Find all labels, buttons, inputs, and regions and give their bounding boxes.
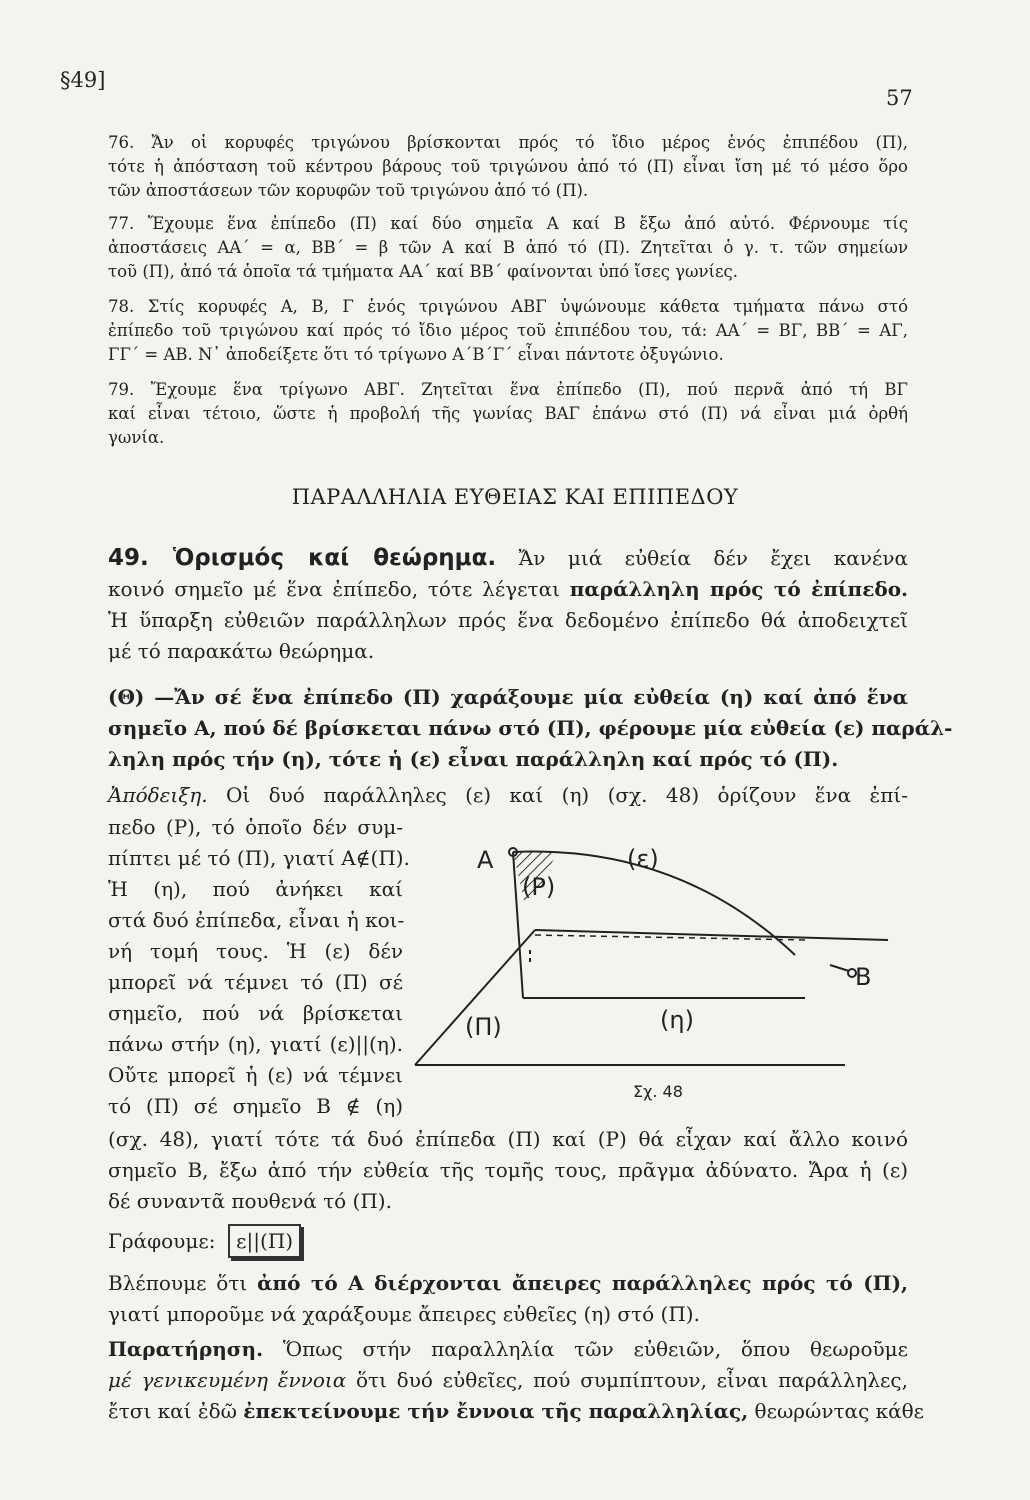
notation-label: Γράφουμε:	[108, 1229, 216, 1253]
definition-line-2	[108, 574, 908, 605]
observation	[108, 1268, 908, 1330]
exercise-line: τότε ἡ ἀπόσταση τοῦ κέντρου βάρους τοῦ τριγώνου ἀπό τό (Π) εἶναι ἴση μέ τό μέσο ὅρο	[108, 157, 908, 176]
exercise-76	[108, 131, 908, 203]
label-b: Β	[855, 963, 872, 991]
definition-text: Ἄν μιά εὐθεία δέν ἔχει κανένα	[518, 546, 909, 570]
label-a: Α	[477, 846, 494, 874]
proof-narrow-column	[108, 812, 410, 1122]
exercise-line: 78. Στίς κορυφές Α, Β, Γ ἑνός τριγώνου ΑΒΓ ὑψώνουμε κάθετα τμήματα πάνω στό	[108, 297, 908, 316]
remark-line	[108, 1334, 908, 1365]
theorem-line: σημεῖο Α, πού δέ βρίσκεται πάνω στό (Π), φέρουμε μία εὐθεία (ε) παράλ-	[108, 716, 953, 740]
proof-line: δέ συναντᾶ πουθενά τό (Π).	[108, 1189, 392, 1213]
remark-text: θεωρώντας κάθε	[748, 1399, 925, 1423]
exercise-line: ΓΓ΄ = ΑΒ. Ν᾽ ἀποδείξετε ὅτι τό τρίγωνο Α΄Β΄Γ΄ εἶναι πάντοτε ὀξυγώνιο.	[108, 345, 724, 364]
proof-continuation	[108, 1124, 908, 1217]
figure-caption: Σχ. 48	[633, 1082, 683, 1101]
observation-line: γιατί μποροῦμε νά χαράξουμε ἄπειρες εὐθεῖες (η) στό (Π).	[108, 1302, 700, 1326]
remark	[108, 1334, 925, 1427]
proof-line: (σχ. 48), γιατί τότε τά δυό ἐπίπεδα (Π) καί (Ρ) θά εἶχαν καί ἄλλο κοινό	[108, 1127, 908, 1151]
exercise-79	[108, 378, 908, 450]
exercise-line: ἐπίπεδο τοῦ τριγώνου καί πρός τό ἴδιο μέρος τοῦ ἐπιπέδου του, τά: ΑΑ΄ = ΒΓ, ΒΒ΄ = ΑΓ,	[108, 321, 908, 340]
proof-line: σημεῖο Β, ἔξω ἀπό τήν εὐθεία τῆς τομῆς τους, πρᾶγμα ἀδύνατο. Ἄρα ἡ (ε)	[108, 1158, 908, 1182]
proof-line: τό (Π) σέ σημεῖο Β ∉ (η)	[108, 1094, 403, 1118]
proof-line: νή τομή τους. Ἡ (ε) δέν	[108, 939, 403, 963]
observation-line	[108, 1268, 908, 1299]
definition-paragraph	[108, 543, 908, 667]
proof-line: Οὔτε μπορεῖ ἡ (ε) νά τέμνει	[108, 1063, 403, 1087]
label-pi: (Π)	[465, 1013, 502, 1041]
exercise-line: 76. Ἄν οἱ κορυφές τριγώνου βρίσκονται πρός τό ἴδιο μέρος ἑνός ἐπιπέδου (Π),	[108, 133, 908, 152]
page-number: 57	[886, 86, 913, 110]
observation-bold: ἀπό τό Α διέρχονται ἄπειρες παράλληλες πρός τό (Π),	[257, 1271, 908, 1295]
notation-line	[108, 1224, 908, 1258]
figure-48	[405, 830, 905, 1110]
exercise-77	[108, 212, 908, 284]
definition-line-3: Ἡ ὕπαρξη εὐθειῶν παράλληλων πρός ἕνα δεδομένο ἐπίπεδο θά ἀποδειχτεῖ	[108, 608, 908, 632]
remark-bold: ἐπεκτείνουμε τήν ἔννοια τῆς παραλληλίας,	[243, 1399, 749, 1423]
definition-line-1	[108, 543, 908, 574]
proof-line: στά δυό ἐπίπεδα, εἶναι ἡ κοι-	[108, 908, 405, 932]
proof-line: σημεῖο, πού νά βρίσκεται	[108, 1001, 403, 1025]
proof-line: πεδο (Ρ), τό ὁποῖο δέν συμ-	[108, 815, 403, 839]
label-p: (Ρ)	[522, 873, 556, 901]
remark-line	[108, 1396, 925, 1427]
remark-text: Ὅπως στήν παραλληλία τῶν εὐθειῶν, ὅπου θεωροῦμε	[263, 1337, 908, 1361]
exercise-line: γωνία.	[108, 428, 165, 447]
label-eta: (η)	[660, 1006, 694, 1034]
proof-label: Ἀπόδειξη.	[108, 783, 208, 807]
definition-bold: παράλληλη πρός τό ἐπίπεδο.	[569, 577, 908, 601]
proof-line: μπορεῖ νά τέμνει τό (Π) σέ	[108, 970, 403, 994]
theorem	[108, 682, 953, 775]
definition-line-4: μέ τό παρακάτω θεώρημα.	[108, 639, 375, 663]
remark-text: ἔτσι καί ἐδῶ	[108, 1399, 244, 1423]
proof-line: Ἡ (η), πού ἀνήκει καί	[108, 877, 403, 901]
section-title: ΠΑΡΑΛΛΗΛΙΑ ΕΥΘΕΙΑΣ ΚΑΙ ΕΠΙΠΕΔΟΥ	[291, 485, 739, 509]
exercise-line: 77. Ἔχουμε ἕνα ἐπίπεδο (Π) καί δύο σημεῖα Α καί Β ἔξω ἀπό αὐτό. Φέρνουμε τίς	[108, 214, 908, 233]
proof-first-line	[108, 780, 908, 811]
exercise-line: τοῦ (Π), ἀπό τά ὁποῖα τά τμήματα ΑΑ΄ καί ΒΒ΄ φαίνονται ὑπό ἴσες γωνίες.	[108, 262, 739, 281]
notation-box: ε||(Π)	[228, 1224, 301, 1258]
remark-text: ὅτι δυό εὐθεῖες, πού συμπίπτουν, εἶναι παράλληλες,	[346, 1368, 908, 1392]
exercise-line: 79. Ἔχουμε ἕνα τρίγωνο ΑΒΓ. Ζητεῖται ἕνα ἐπίπεδο (Π), πού περνᾶ ἀπό τή ΒΓ	[108, 380, 908, 399]
plane-pi-left-edge	[415, 930, 535, 1065]
exercise-line: τῶν ἀποστάσεων τῶν κορυφῶν τοῦ τριγώνου ἀπό τό (Π).	[108, 181, 589, 200]
exercise-line: ἀποστάσεις ΑΑ΄ = α, ΒΒ΄ = β τῶν Α καί Β ἀπό τό (Π). Ζητεῖται ὁ γ. τ. τῶν σημείων	[108, 238, 908, 257]
proof-line: πίπτει μέ τό (Π), γιατί Α∉(Π).	[108, 846, 410, 870]
proof-line: πάνω στήν (η), γιατί (ε)||(η).	[108, 1032, 403, 1056]
theorem-line: (Θ) —Ἄν σέ ἕνα ἐπίπεδο (Π) χαράξουμε μία εὐθεία (η) καί ἀπό ἕνα	[108, 685, 908, 709]
remark-line	[108, 1365, 908, 1396]
exercise-78	[108, 295, 908, 367]
remark-label: Παρατήρηση.	[108, 1337, 264, 1361]
proof-text: Οἱ δυό παράλληλες (ε) καί (η) (σχ. 48) ὁρίζουν ἕνα ἐπί-	[207, 783, 908, 807]
definition-text: κοινό σημεῖο μέ ἕνα ἐπίπεδο, τότε λέγεται	[108, 577, 570, 601]
theorem-line: ληλη πρός τήν (η), τότε ἡ (ε) εἶναι παράλληλη καί πρός τό (Π).	[108, 747, 839, 771]
section-marker: §49]	[60, 68, 106, 92]
remark-italic: μέ γενικευμένη ἔννοια	[108, 1368, 347, 1392]
definition-heading: 49. Ὁρισμός καί θεώρημα.	[108, 545, 497, 571]
exercise-line: καί εἶναι τέτοιο, ὥστε ἡ προβολή τῆς γωνίας ΒΑΓ ἐπάνω στό (Π) νά εἶναι μιά ὀρθή	[108, 404, 908, 423]
observation-text: Βλέπουμε ὅτι	[108, 1271, 258, 1295]
line-e-to-b	[830, 965, 849, 971]
label-e: (ε)	[627, 845, 659, 873]
